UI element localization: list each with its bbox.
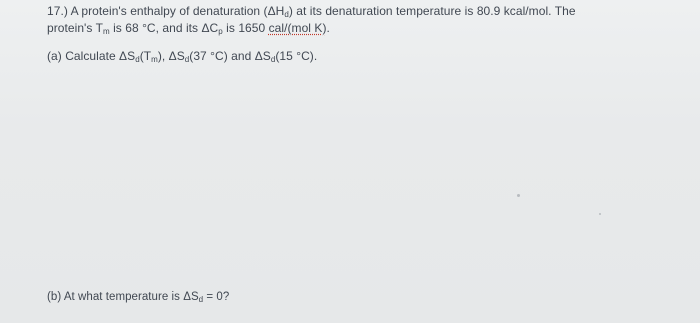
unit-text: cal/(mol K) <box>268 21 327 35</box>
q-text: (T <box>139 49 152 63</box>
subscript: d <box>135 55 140 64</box>
paper-speck <box>517 194 520 197</box>
q-text: protein's T <box>47 21 103 35</box>
q-text: ) at its denaturation temperature is 80.9 kcal/mol. The <box>288 4 576 18</box>
subscript: m <box>151 55 158 64</box>
question-line-2 <box>47 21 330 35</box>
part-a-prompt <box>47 49 317 63</box>
subscript: d <box>270 55 276 64</box>
subscript: p <box>218 27 223 36</box>
subscript: d <box>184 55 190 64</box>
subscript: d <box>284 10 289 19</box>
q-text: (15 °C). <box>275 49 318 63</box>
q-text: is 68 °C, and its ΔC <box>109 21 219 35</box>
q-text: (b) At what temperature is ΔS <box>47 291 199 303</box>
subscript: m <box>102 27 110 36</box>
q-text: is 1650 <box>222 21 269 35</box>
paper-speck <box>599 213 601 215</box>
part-b-prompt <box>47 291 229 303</box>
q-text: (37 °C) and ΔS <box>189 49 271 63</box>
q-text: ), ΔS <box>157 49 185 63</box>
q-text: = 0? <box>203 291 230 303</box>
q-text: . <box>326 21 330 35</box>
q-text: 17.) A protein's enthalpy of denaturation (ΔH <box>47 4 285 18</box>
subscript: d <box>198 295 204 304</box>
question-line-1 <box>47 4 576 18</box>
q-text: (a) Calculate ΔS <box>47 49 136 63</box>
